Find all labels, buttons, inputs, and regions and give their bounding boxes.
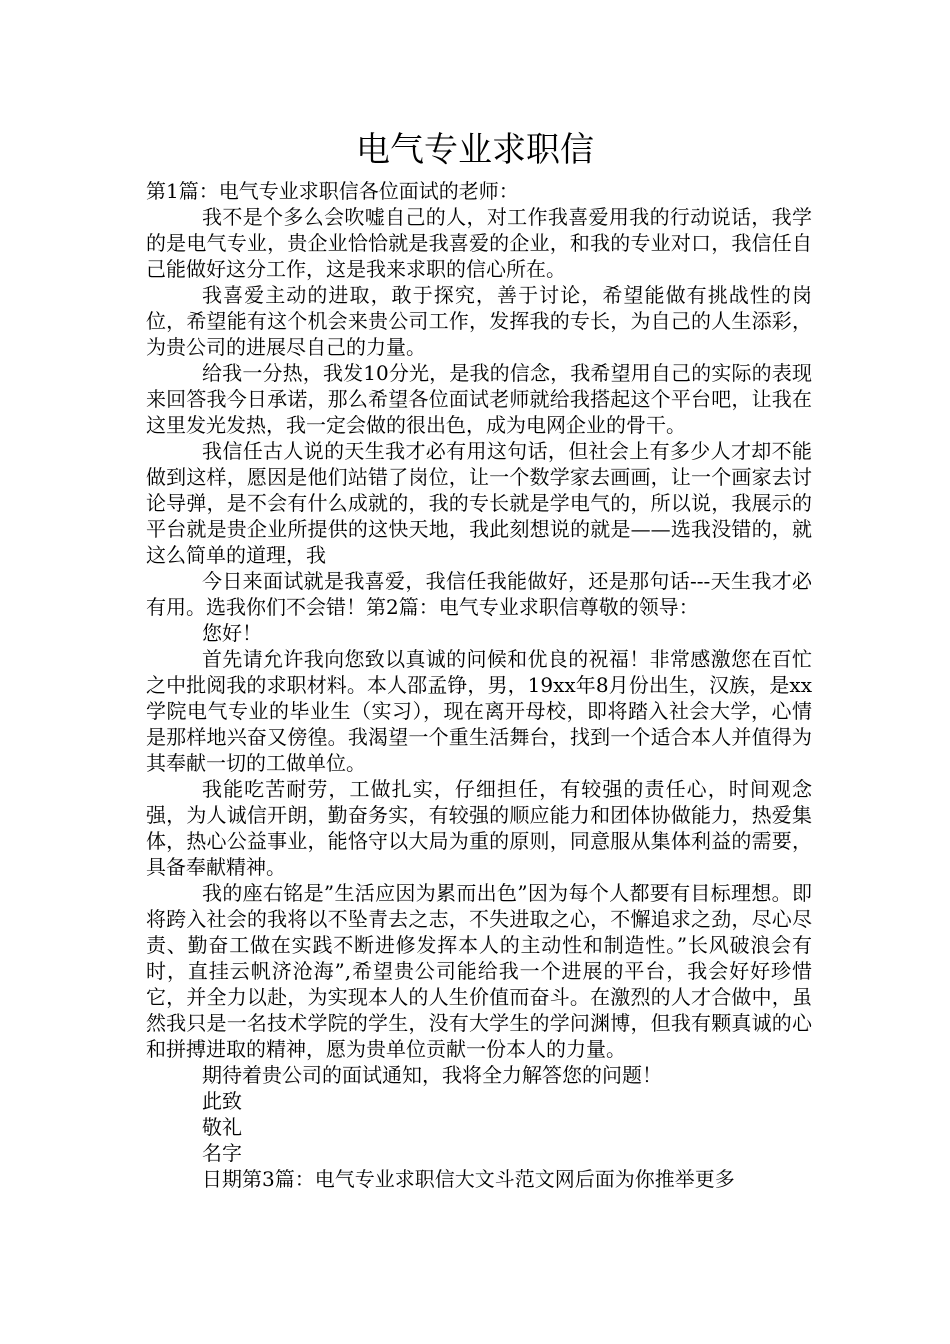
document-title: 电气专业求职信	[356, 130, 594, 170]
paragraph: 今日来面试就是我喜爱，我信任我能做好，还是那句话---天生我才必有用。选我你们不会错！第2篇：电气专业求职信尊敬的领导：	[146, 569, 812, 619]
paragraph: 首先请允许我向您致以真诚的问候和优良的祝福！非常感激您在百忙之中批阅我的求职材料。本人邵孟铮，男，19xx年8月份出生，汉族，是xx学院电气专业的毕业生（实习），现在离开母校，即将踏入社会大学，心情是那样地兴奋又傍徨。我渴望一个重生活舞台，找到一个适合本人并值得为其奉献一切的工做单位。	[146, 647, 812, 775]
closing-line: 此致	[202, 1089, 242, 1113]
paragraph: 我的座右铭是”生活应因为累而出色”因为每个人都要有目标理想。即将跨入社会的我将以不坠青去之志，不失进取之心，不懈追求之劲，尽心尽责、勤奋工做在实践不断进修发挥本人的主动性和制造性。”长风破浪会有时，直挂云帆济沧海”,希望贵公司能给我一个进展的平台，我会好好珍惜它，并全力以赴，为实现本人的人生价值而奋斗。在激烈的人才合做中，虽然我只是一名技术学院的学生，没有大学生的学问渊博，但我有颗真诚的心和拼搏进取的精神，愿为贵单位贡献一份本人的力量。	[146, 881, 812, 1061]
paragraph: 我喜爱主动的进取，敢于探究，善于讨论，希望能做有挑战性的岗位，希望能有这个机会来贵公司工作，发挥我的专长，为自己的人生添彩，为贵公司的进展尽自己的力量。	[146, 283, 812, 359]
paragraph: 给我一分热，我发10分光，是我的信念，我希望用自己的实际的表现来回答我今日承诺，那么希望各位面试老师就给我搭起这个平台吧，让我在这里发光发热，我一定会做的很出色，成为电网企业的骨干。	[146, 361, 812, 437]
paragraph-heading-1: 第1篇：电气专业求职信各位面试的老师：	[146, 179, 519, 203]
paragraph: 期待着贵公司的面试通知，我将全力解答您的问题！	[202, 1063, 662, 1087]
greeting: 您好！	[202, 621, 262, 645]
closing-line: 敬礼	[202, 1115, 242, 1139]
signature-name: 名字	[202, 1141, 242, 1165]
paragraph: 我能吃苦耐劳，工做扎实，仔细担任，有较强的责任心，时间观念强，为人诚信开朗，勤奋务实，有较强的顺应能力和团体协做能力，热爱集体，热心公益事业，能恪守以大局为重的原则，同意服从集体利益的需要，具备奉献精神。	[146, 777, 812, 879]
document-body	[146, 178, 812, 1192]
paragraph: 我信任古人说的天生我才必有用这句话，但社会上有多少人才却不能做到这样，愿因是他们站错了岗位，让一个数学家去画画，让一个画家去讨论导弹，是不会有什么成就的，我的专长就是学电气的，所以说，我展示的平台就是贵企业所提供的这快天地，我此刻想说的就是——选我没错的，就这么简单的道理，我	[146, 439, 812, 567]
paragraph: 我不是个多么会吹嘘自己的人，对工作我喜爱用我的行动说话，我学的是电气专业，贵企业恰恰就是我喜爱的企业，和我的专业对口，我信任自己能做好这分工作，这是我来求职的信心所在。	[146, 205, 812, 281]
signature-date: 日期第3篇：电气专业求职信大文斗范文网后面为你推举更多	[202, 1167, 735, 1191]
